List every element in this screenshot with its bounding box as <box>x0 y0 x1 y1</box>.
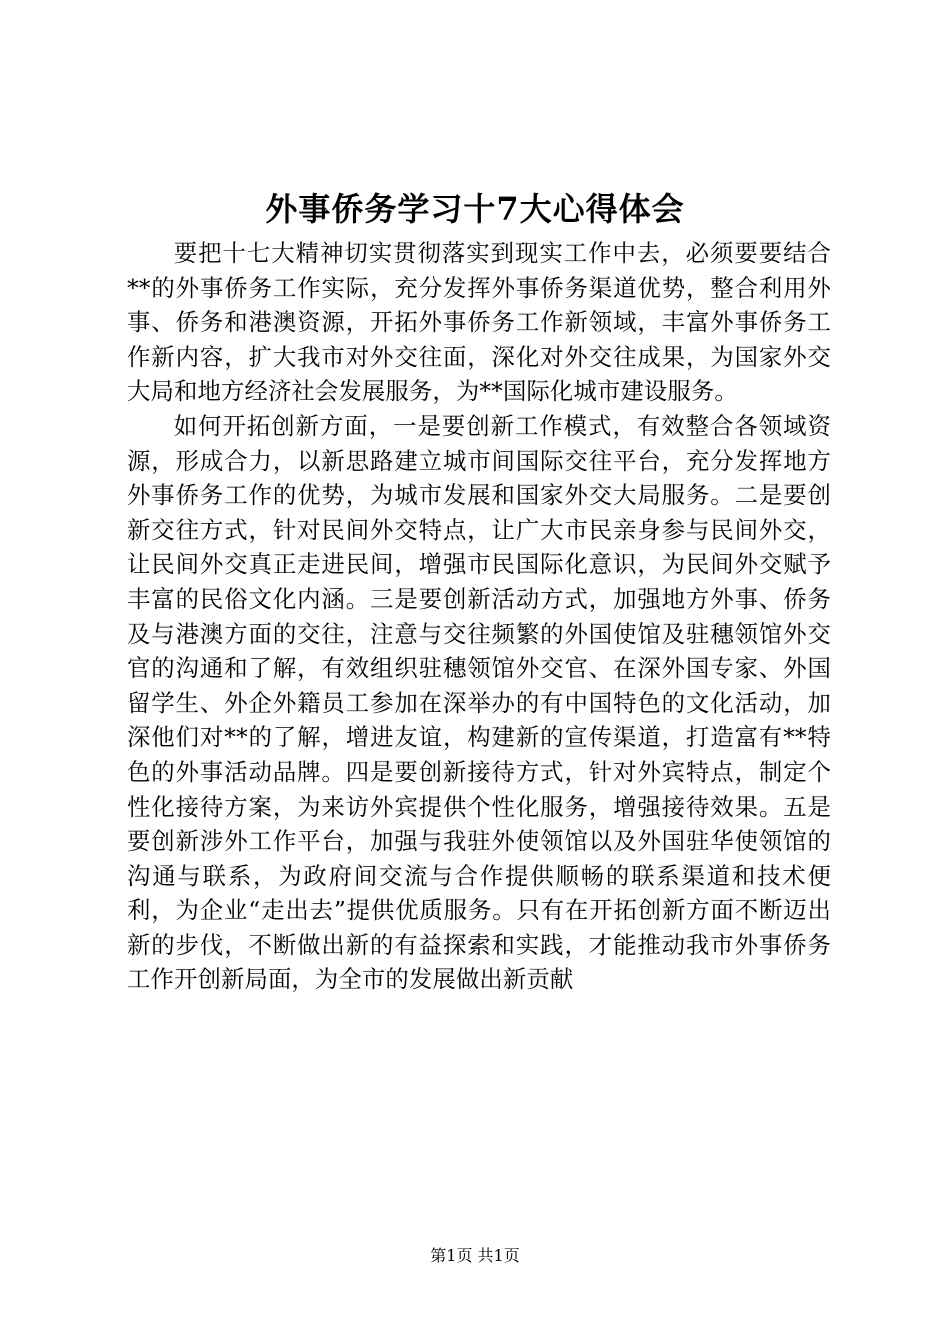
document-title: 外事侨务学习十7大心得体会 <box>265 190 685 228</box>
paragraph-innovation: 如何开拓创新方面，一是要创新工作模式，有效整合各领域资源，形成合力，以新思路建立城市间国际交往平台，充分发挥地方外事侨务工作的优势，为城市发展和国家外交大局服务。二是要创新交往方式，针对民间外交特点，让广大市民亲身参与民间外交，让民间外交真正走进民间，增强市民国际化意识，为民间外交赋予丰富的民俗文化内涵。三是要创新活动方式，加强地方外事、侨务及与港澳方面的交往，注意与交往频繁的外国使馆及驻穗领馆外交官的沟通和了解，有效组织驻穗领馆外交官、在深外国专家、外国留学生、外企外籍员工参加在深举办的有中国特色的文化活动，加深他们对**的了解，增进友谊，构建新的宣传渠道，打造富有**特色的外事活动品牌。四是要创新接待方式，针对外宾特点，制定个性化接待方案，为来访外宾提供个性化服务，增强接待效果。五是要创新涉外工作平台，加强与我驻外使领馆以及外国驻华使领馆的沟通与联系，为政府间交流与合作提供顺畅的联系渠道和技术便利，为企业“走出去”提供优质服务。只有在开拓创新方面不断迈出新的步伐，不断做出新的有益探索和实践，才能推动我市外事侨务工作开创新局面，为全市的发展做出新贡献 <box>127 411 831 994</box>
paragraph-intro: 要把十七大精神切实贯彻落实到现实工作中去，必须要要结合**的外事侨务工作实际，充分发挥外事侨务渠道优势，整合利用外事、侨务和港澳资源，开拓外事侨务工作新领域，丰富外事侨务工作新内容，扩大我市对外交往面，深化对外交往成果，为国家外交大局和地方经济社会发展服务，为**国际化城市建设服务。 <box>127 239 831 406</box>
document-body <box>127 236 831 997</box>
page-footer: 第1页 共1页 <box>430 1246 520 1265</box>
